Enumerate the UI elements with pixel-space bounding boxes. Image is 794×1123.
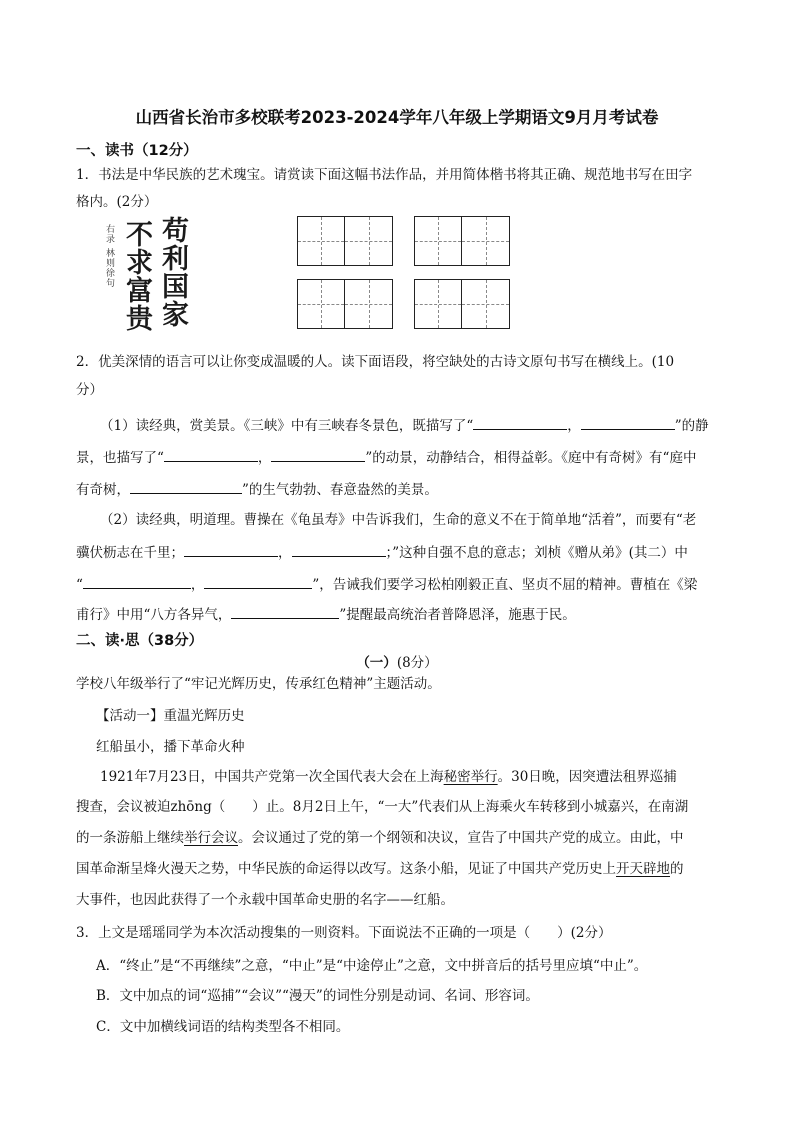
answer-blank[interactable] — [164, 446, 258, 462]
passage-subtitle: 红船虽小，播下革命火种 — [96, 739, 245, 755]
passage-line-5: 大事件，也因此获得了一个永载中国革命史册的名字——红船。 — [76, 892, 454, 908]
writing-grid-2[interactable] — [414, 216, 510, 266]
answer-blank[interactable] — [204, 573, 312, 589]
passage-line-1 — [100, 767, 760, 787]
grid-cell[interactable] — [298, 280, 345, 328]
grid-cell[interactable] — [415, 217, 462, 265]
activity-1-heading: 【活动一】重温光辉历史 — [96, 708, 245, 724]
q2-p2-line-4 — [76, 603, 736, 625]
answer-blank[interactable] — [581, 414, 675, 430]
text: （1）读经典，赏美景。《三峡》中有三峡春冬景色，既描写了“ — [100, 418, 474, 434]
text: ”的动景，动静结合，相得益彰。《庭中有奇树》有“庭中 — [365, 450, 697, 466]
text: “ — [76, 577, 83, 593]
text: 甫行》中用“八方各异气， — [76, 607, 232, 623]
q1-line-1: 1．书法是中华民族的艺术瑰宝。请赏读下面这幅书法作品，并用简体楷书将其正确、规范地书写在田字 — [76, 167, 693, 183]
underlined-term: 秘密举行 — [443, 769, 498, 785]
part-1-heading — [0, 651, 794, 671]
q3-stem: 3．上文是瑶瑶同学为本次活动搜集的一则资料。下面说法不正确的一项是（ ）(2分） — [76, 925, 612, 941]
part-label: （一） — [356, 655, 397, 671]
text: 。30日晚，因突遭法租界巡捕 — [497, 769, 677, 785]
text: ”，告诫我们要学习松柏刚毅正直、坚贞不屈的精神。曹植在《梁 — [312, 577, 698, 593]
grid-cell[interactable] — [345, 280, 392, 328]
grid-cell[interactable] — [298, 217, 345, 265]
writing-grid-3[interactable] — [297, 279, 393, 329]
text: ， — [257, 450, 272, 466]
writing-grid-4[interactable] — [414, 279, 510, 329]
text: 。会议通过了党的第一个纲领和决议，宣告了中国共产党的成立。由此，中 — [238, 830, 684, 846]
section-2-heading: 二、读·思（38分） — [76, 633, 204, 649]
q2-p1-line-3 — [76, 478, 736, 500]
text: 景，也描写了“ — [76, 450, 164, 466]
answer-blank[interactable] — [292, 541, 386, 557]
part-score: (8分） — [396, 655, 438, 671]
q2-p2-line-1: （2）读经典，明道理。曹操在《龟虽寿》中告诉我们，生命的意义不在于简单地“活着”，而要有“老 — [100, 512, 697, 528]
q2-p2-line-2 — [76, 541, 736, 563]
calligraphy-col-2: 不求富贵 — [121, 220, 152, 332]
answer-blank[interactable] — [184, 541, 278, 557]
passage-line-4 — [76, 859, 736, 879]
text: 国革命渐呈烽火漫天之势，中华民族的命运得以改写。这条小船，见证了中国共产党历史上 — [76, 861, 616, 877]
section-1-heading: 一、读书（12分） — [76, 143, 198, 159]
q2-line-2: 分） — [76, 382, 103, 398]
q2-p1-line-2 — [76, 446, 736, 468]
q2-p1-line-1 — [100, 414, 760, 436]
answer-blank[interactable] — [473, 414, 567, 430]
calligraphy-inscription: 右录 林则徐句 — [104, 224, 114, 288]
text: ， — [567, 418, 581, 434]
text: 有奇树， — [76, 482, 130, 498]
q3-option-c[interactable]: C．文中加横线词语的结构类型各不相同。 — [96, 1019, 350, 1035]
text: ”的生气勃勃、春意盎然的美景。 — [242, 482, 438, 498]
calligraphy-image — [104, 216, 194, 340]
calligraphy-col-1: 苟利国家 — [157, 216, 188, 328]
grid-cell[interactable] — [462, 280, 509, 328]
underlined-term: 举行会议 — [184, 830, 238, 846]
q3-option-b[interactable]: B．文中加点的词“巡捕”“会议”“漫天”的词性分别是动词、名词、形容词。 — [96, 988, 539, 1004]
text: 骥伏枥志在千里； — [76, 545, 184, 561]
answer-blank[interactable] — [83, 573, 191, 589]
text: ， — [190, 577, 205, 593]
grid-cell[interactable] — [415, 280, 462, 328]
grid-cell[interactable] — [462, 217, 509, 265]
passage-line-3 — [76, 828, 736, 848]
underlined-term: 开天辟地 — [616, 861, 670, 877]
exam-title: 山西省长治市多校联考2023-2024学年八年级上学期语文9月月考试卷 — [135, 108, 659, 127]
writing-grid-1[interactable] — [297, 216, 393, 266]
q1-line-2: 格内。(2分） — [76, 194, 158, 210]
passage-line-2: 搜查，会议被迫zhōng（ ）止。8月2日上午，“一大”代表们从上海乘火车转移到小城嘉兴，在南湖 — [76, 799, 689, 815]
answer-blank[interactable] — [271, 446, 365, 462]
text: 1921年7月23日，中国共产党第一次全国代表大会在上海 — [100, 769, 444, 785]
q2-line-1: 2．优美深情的语言可以让你变成温暖的人。读下面语段，将空缺处的古诗文原句书写在横线上。(10 — [76, 354, 675, 370]
text: 的 — [670, 861, 684, 877]
grid-cell[interactable] — [345, 217, 392, 265]
text: 的一条游船上继续 — [76, 830, 184, 846]
q2-p2-line-3 — [76, 573, 736, 595]
text: ， — [278, 545, 292, 561]
answer-blank[interactable] — [130, 478, 242, 494]
text: ”的静 — [674, 418, 709, 434]
text: ；”这种自强不息的意志；刘桢《赠从弟》(其二）中 — [385, 545, 688, 561]
intro-line: 学校八年级举行了“牢记光辉历史，传承红色精神”主题活动。 — [76, 676, 441, 692]
answer-blank[interactable] — [231, 603, 339, 619]
q3-option-a[interactable]: A．“终止”是“不再继续”之意，“中止”是“中途停止”之意，文中拼音后的括号里应填“中止”。 — [96, 958, 648, 974]
text: ”提醒最高统治者普降恩泽，施惠于民。 — [339, 607, 576, 623]
